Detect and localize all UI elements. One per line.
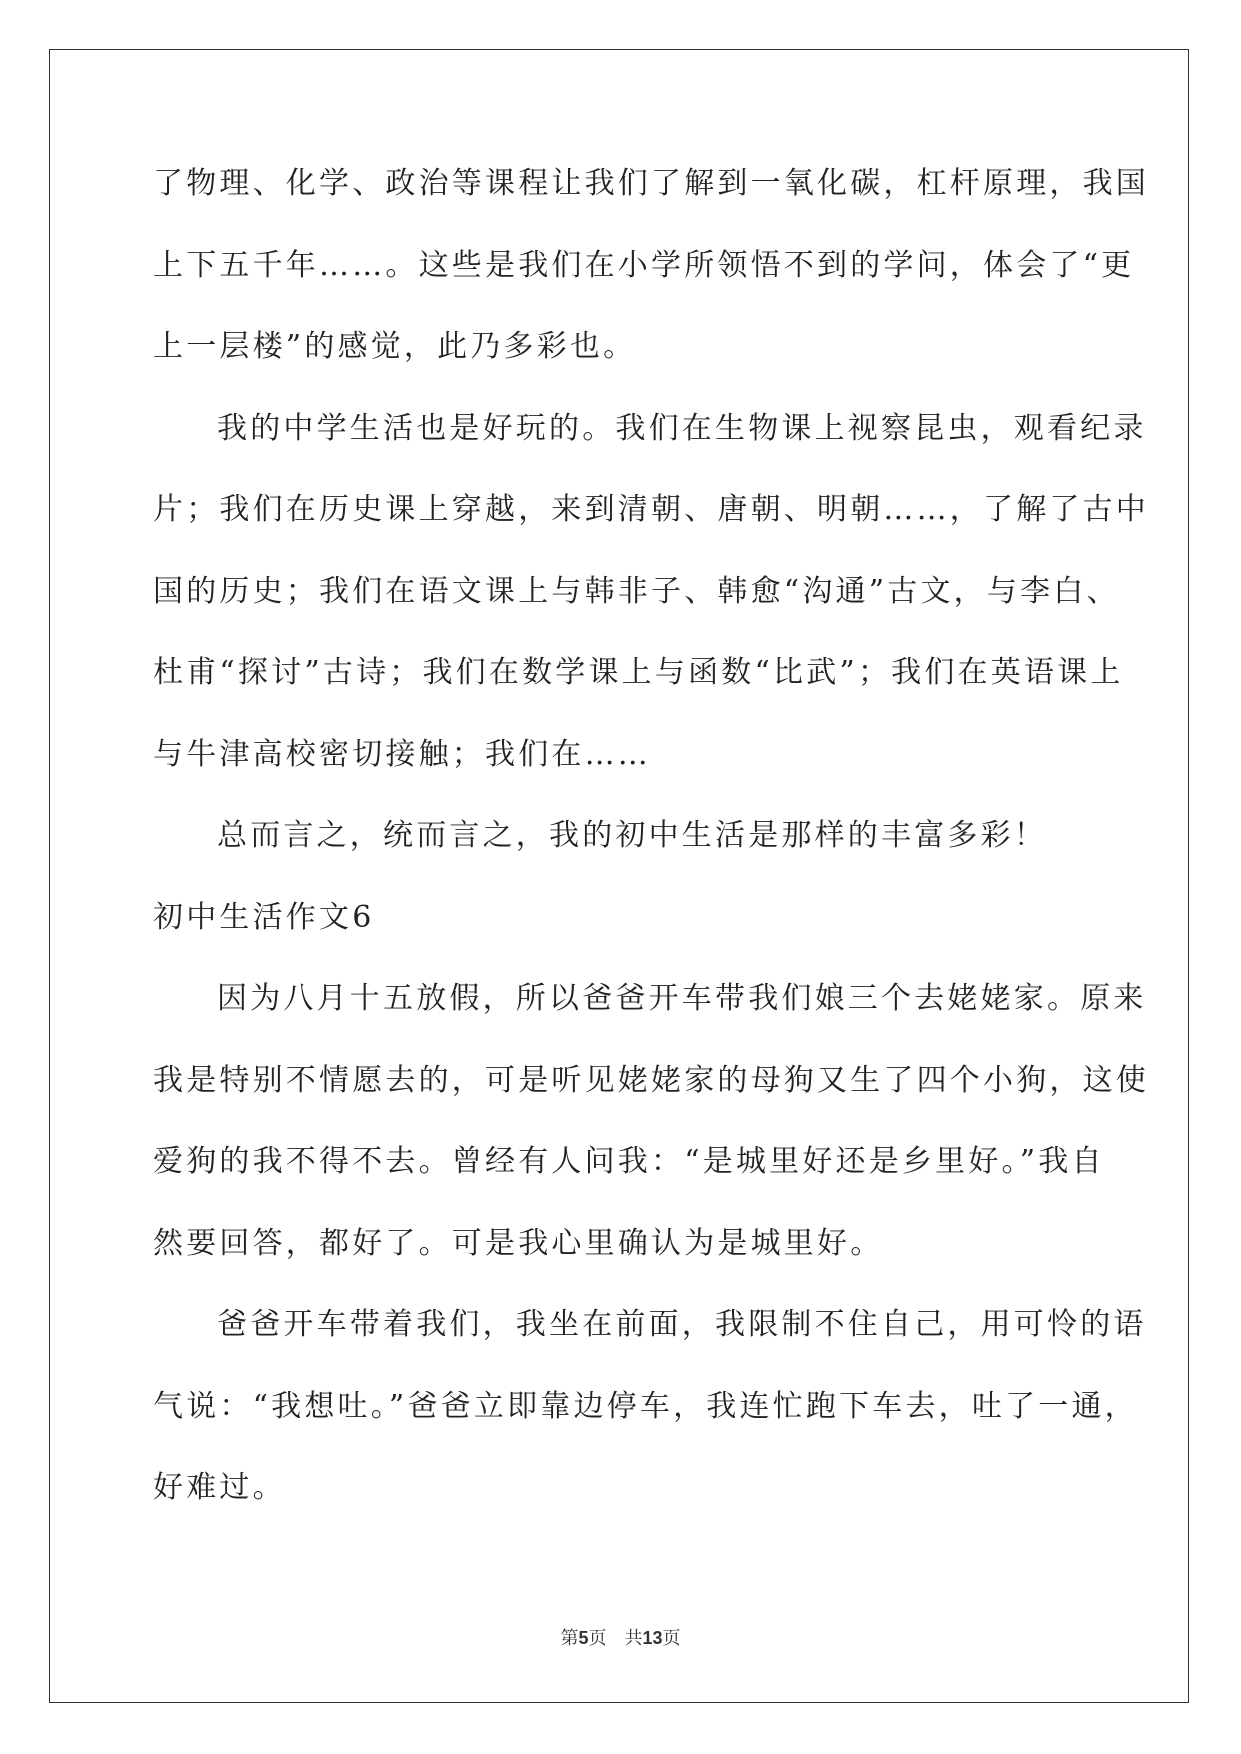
text-line: 我是特别不情愿去的，可是听见姥姥家的母狗又生了四个小狗，这使 xyxy=(153,1062,1149,1098)
text-line: 气说：“我想吐。”爸爸立即靠边停车，我连忙跑下车去，吐了一通， xyxy=(153,1388,1138,1424)
paragraph-start-line: 爸爸开车带着我们，我坐在前面，我限制不住自己，用可怜的语 xyxy=(217,1307,1147,1342)
page-footer xyxy=(0,1624,1241,1650)
text-line: 片；我们在历史课上穿越，来到清朝、唐朝、明朝……，了解了古中 xyxy=(153,492,1149,527)
footer-mid: 页 共 xyxy=(588,1628,643,1649)
footer-suffix: 页 xyxy=(662,1628,681,1649)
text-line: 爱狗的我不得不去。曾经有人问我：“是城里好还是乡里好。”我自 xyxy=(153,1144,1105,1179)
text-line: 了物理、化学、政治等课程让我们了解到一氧化碳，杠杆原理，我国 xyxy=(153,166,1149,201)
total-pages-number: 13 xyxy=(642,1628,663,1648)
text-line: 然要回答，都好了。可是我心里确认为是城里好。 xyxy=(153,1225,884,1261)
section-heading: 初中生活作文6 xyxy=(153,899,375,935)
text-line: 与牛津高校密切接触；我们在…… xyxy=(153,736,651,772)
document-body xyxy=(153,160,1149,1546)
paragraph-start-line: 我的中学生活也是好玩的。我们在生物课上视察昆虫，观看纪录 xyxy=(217,410,1147,446)
text-line: 好难过。 xyxy=(153,1470,286,1505)
paragraph-start-line: 因为八月十五放假，所以爸爸开车带我们娘三个去姥姥家。原来 xyxy=(217,981,1147,1016)
paragraph-start-line: 总而言之，统而言之，我的初中生活是那样的丰富多彩！ xyxy=(217,818,1047,853)
text-line: 上一层楼”的感觉，此乃多彩也。 xyxy=(153,329,637,364)
text-line: 杜甫“探讨”古诗；我们在数学课上与函数“比武”；我们在英语课上 xyxy=(153,655,1124,690)
text-line: 上下五千年……。这些是我们在小学所领悟不到的学问，体会了“更 xyxy=(153,247,1135,283)
footer-prefix: 第 xyxy=(560,1628,579,1649)
current-page-number: 5 xyxy=(578,1628,589,1648)
text-line: 国的历史；我们在语文课上与韩非子、韩愈“沟通”古文，与李白、 xyxy=(153,573,1120,609)
